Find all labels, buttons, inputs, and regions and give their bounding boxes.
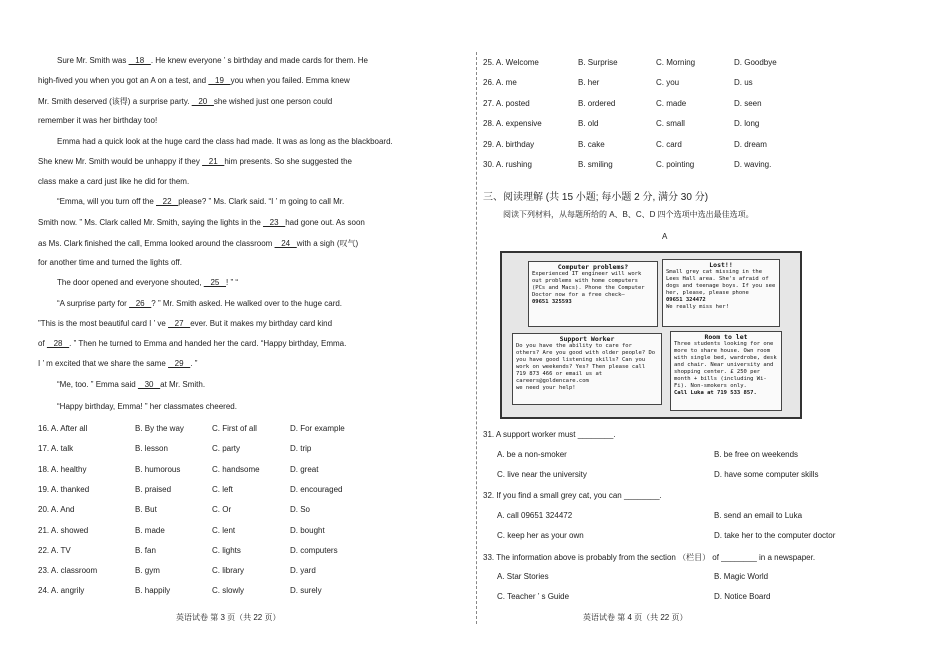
option-16-24: C. handsome (212, 464, 260, 474)
question-option: D. have some computer skills (714, 470, 819, 479)
page-footer-left: 英语试卷 第 3 页（共 22 页） (176, 613, 281, 622)
computer-ad (528, 261, 658, 327)
option-16-24: 21. A. showed (38, 525, 89, 535)
option-16-24: 24. A. angrily (38, 586, 85, 596)
option-16-24: D. great (290, 464, 319, 474)
passage-text: will you turn off the (87, 197, 157, 206)
passage-text: Ms. Clark called Mr. Smith, saying the lights in the (84, 218, 263, 227)
passage-text: Smith now. (38, 218, 80, 227)
question-31: 31. A support worker must ________. (483, 430, 616, 439)
passage-line (57, 197, 344, 206)
option-25-30: 28. A. expensive (483, 119, 542, 129)
question-32: 32. If you find a small grey cat, you can ________. (483, 491, 662, 500)
column-divider (476, 52, 477, 624)
instruction: 阅读下列材料，从每题所给的 A、B、C、D 四个选项中选出最佳选项。 (503, 210, 754, 219)
option-16-24: B. By the way (135, 424, 184, 433)
passage-line (38, 177, 189, 186)
room-to-let-title: Room to let (704, 333, 748, 341)
option-25-30: D. us (734, 78, 753, 88)
option-16-24: B. happily (135, 586, 171, 596)
option-25-30: C. Morning (656, 58, 696, 67)
passage-text: ve (157, 319, 168, 328)
passage-line (57, 299, 342, 308)
option-25-30: B. her (578, 78, 600, 88)
option-16-24: D. trip (290, 444, 312, 454)
option-16-24: D. encouraged (290, 484, 343, 494)
passage-line (38, 319, 332, 328)
passage-text: ”This is the most beautiful card I (38, 319, 154, 328)
blank-28: 28 (46, 339, 70, 348)
passage-text: ’ (275, 197, 280, 206)
passage-line (38, 238, 358, 249)
passage-line (38, 96, 332, 107)
passage-text: you when you failed. Emma knew (230, 76, 350, 85)
option-16-24: B. gym (135, 566, 160, 576)
passage-line (57, 278, 238, 287)
passage-text: for another time and turned the lights off. (38, 258, 182, 267)
passage-line (38, 339, 346, 348)
option-16-24: B. But (135, 505, 157, 515)
option-16-24: B. lesson (135, 444, 168, 454)
passage-text: ” (73, 339, 79, 348)
support-worker-ad (512, 333, 662, 405)
option-16-24: B. humorous (135, 464, 181, 474)
option-25-30: 27. A. posted (483, 98, 530, 108)
passage-text: a surprise party. (132, 97, 192, 106)
passage-text: ’ (153, 319, 158, 328)
option-16-24: 18. A. healthy (38, 464, 87, 474)
blank-20: 20 (191, 97, 214, 106)
option-25-30: C. made (656, 98, 687, 108)
option-16-24: C. lights (212, 545, 241, 555)
question-option: D. Notice Board (714, 592, 771, 601)
option-16-24: C. slowly (212, 586, 245, 596)
passage-text: ’ (223, 56, 228, 65)
passage-text: ” (208, 197, 214, 206)
question-option: B. Magic World (714, 572, 769, 581)
notice-board-image (500, 251, 802, 419)
option-25-30: D. dream (734, 139, 767, 149)
blank-21: 21 (202, 157, 225, 166)
blank-18: 18 (128, 56, 151, 65)
passage-text: (叹气) (336, 239, 359, 248)
passage-text: . (190, 359, 195, 368)
passage-text: Ms. Clark (213, 197, 250, 206)
option-16-24: D. yard (290, 566, 316, 576)
question-option: A. Star Stories (497, 572, 549, 581)
passage-text: ever. But it makes my birthday card kind (190, 319, 333, 328)
passage-text: him presents. So she suggested the (224, 157, 352, 166)
option-16-24: D. So (290, 505, 311, 515)
option-25-30: C. card (656, 139, 682, 149)
support-worker-tail: we need your help! (516, 385, 576, 391)
option-25-30: D. waving. (734, 160, 772, 169)
support-worker-title: Support Worker (559, 335, 615, 343)
option-25-30: D. long (734, 119, 760, 129)
computer-ad-phone: 09651 325593 (532, 299, 572, 305)
option-16-24: C. library (212, 566, 245, 576)
support-worker-body: Do you have the ability to care for others? Are you good with older people? Do you have good listening skills? Can you work on weekends? Yes? Then please call 719 873 466 or email us at careers@goldencare.com (516, 343, 656, 384)
option-25-30: 29. A. birthday (483, 139, 535, 149)
passage-text: ” (194, 359, 198, 368)
passage-line (57, 137, 393, 146)
option-16-24: 19. A. thanked (38, 484, 90, 494)
blank-23: 23 (262, 218, 286, 227)
passage-text: remember it was her birthday too! (38, 116, 158, 125)
option-25-30: B. smiling (578, 160, 613, 169)
passage-line (38, 157, 352, 166)
option-25-30: D. Goodbye (734, 58, 777, 67)
question-option: C. Teacher ’ s Guide (497, 592, 570, 601)
question-option: D. take her to the computer doctor (714, 531, 836, 540)
passage-text: ” (79, 218, 85, 227)
room-to-let-body: Three students looking for one more to share house. Own room with single bed, wardrobe, desk and chair. Near university and shopping center. £ 250 per month + bills (including Wi-Fi). Non-smokers only. (674, 341, 777, 389)
option-25-30: B. ordered (578, 98, 616, 108)
passage-text: high-fived you when you got an A on a test, and (38, 76, 209, 85)
option-25-30: C. pointing (656, 160, 695, 169)
room-to-let-phone: Call Luka at 719 533 857. (674, 390, 757, 396)
option-16-24: C. party (212, 444, 241, 454)
computer-ad-body: Experienced IT engineer will work out problems with home computers (PCs and Macs). Phone the Computer Doctor now for a free check— (532, 271, 645, 298)
page-footer-right: 英语试卷 第 4 页（共 22 页） (583, 613, 688, 622)
question-option: B. send an email to Luka (714, 511, 803, 520)
passage-text: . He knew everyone (150, 56, 224, 65)
blank-27: 27 (167, 319, 191, 328)
passage-text: m excited that we share the same (46, 359, 168, 368)
passage-text: said. (249, 197, 269, 206)
passage-line (38, 359, 197, 368)
option-16-24: 17. A. talk (38, 444, 74, 454)
passage-text: going to call Mr. (288, 197, 345, 206)
option-16-24: D. For example (290, 424, 345, 433)
passage-text: ? (151, 299, 158, 308)
passage-text: “A surprise party for (57, 299, 130, 308)
blank-26: 26 (129, 299, 152, 308)
passage-line (38, 76, 350, 85)
option-25-30: D. seen (734, 98, 762, 108)
lost-cat-ad (662, 259, 780, 327)
option-16-24: 23. A. classroom (38, 566, 98, 576)
passage-text: ” (144, 402, 150, 411)
passage-text: Emma had a quick look at the huge card the class had made. It was as long as the blackboard. (57, 137, 393, 146)
passage-text: Then he turned to Emma and handed her the card. (78, 339, 261, 348)
question-33: 33. The information above is probably from the section （栏目） of ________ in a newspaper. (483, 553, 816, 562)
blank-22: 22 (156, 197, 179, 206)
blank-24: 24 (274, 239, 297, 248)
question-option: B. be free on weekends (714, 450, 799, 459)
passage-text: please? (178, 197, 209, 206)
passage-text: of (38, 339, 47, 348)
question-option: A. be a non-smoker (497, 450, 567, 459)
blank-25: 25 (203, 278, 227, 287)
passage-text: she wished just one person could (213, 97, 333, 106)
passage-text: ” (90, 380, 96, 389)
option-16-24: C. First of all (212, 424, 257, 433)
passage-text: (该得) (109, 97, 133, 106)
option-16-24: C. left (212, 484, 233, 494)
question-option: C. keep her as your own (497, 531, 584, 540)
passage-label: A (662, 232, 668, 241)
option-25-30: C. you (656, 78, 680, 88)
option-16-24: C. Or (212, 505, 232, 515)
option-16-24: B. fan (135, 545, 156, 555)
passage-text: ” (230, 278, 236, 287)
option-16-24: 20. A. And (38, 505, 75, 515)
passage-text: “Happy birthday, Emma! (57, 402, 145, 411)
passage-text: “I (268, 197, 276, 206)
option-25-30: C. small (656, 119, 685, 129)
passage-line (38, 218, 365, 227)
option-25-30: B. old (578, 119, 599, 129)
passage-text: m (279, 197, 289, 206)
passage-text: Mr. Smith asked. He walked over to the huge card. (162, 299, 343, 308)
option-16-24: D. surely (290, 586, 322, 596)
passage-text: class make a card just like he did for them. (38, 177, 190, 186)
passage-text: ! (226, 278, 231, 287)
option-16-24: D. bought (290, 525, 325, 535)
passage-text: Mr. Smith deserved (38, 97, 110, 106)
option-25-30: 26. A. me (483, 78, 517, 88)
passage-text: “ (235, 278, 239, 287)
passage-line (38, 258, 182, 267)
option-25-30: B. cake (578, 139, 605, 149)
option-16-24: 22. A. TV (38, 545, 71, 555)
passage-text: I (38, 359, 43, 368)
passage-text: as Ms. Clark finished the call, Emma looked around the classroom (38, 239, 275, 248)
passage-text: She knew Mr. Smith would be unhappy if they (38, 157, 203, 166)
blank-30: 30 (137, 380, 161, 389)
question-option: C. live near the university (497, 470, 587, 479)
passage-text: Sure Mr. Smith was (57, 56, 129, 65)
passage-text: ’ (42, 359, 47, 368)
computer-ad-title: Computer problems? (557, 263, 629, 271)
passage-line (57, 402, 237, 411)
option-25-30: B. Surprise (578, 58, 618, 67)
option-16-24: D. computers (290, 545, 338, 555)
passage-text: “Me, too. (57, 380, 91, 389)
passage-text: with a sigh (296, 239, 337, 248)
question-option: A. call 09651 324472 (497, 511, 573, 520)
passage-text: at Mr. Smith. (160, 380, 206, 389)
option-16-24: C. lent (212, 525, 236, 535)
option-25-30: 30. A. rushing (483, 160, 532, 169)
room-to-let-ad (670, 331, 782, 411)
passage-text: her classmates cheered. (149, 402, 237, 411)
passage-text: had gone out. As soon (285, 218, 365, 227)
passage-text: “Happy birthday, Emma. (260, 339, 347, 348)
passage-text: Emma said (95, 380, 138, 389)
passage-line (57, 56, 368, 65)
passage-text: The door opened and everyone shouted, (57, 278, 204, 287)
lost-cat-body: Small grey cat missing in the Lees Hall area. She's afraid of dogs and teenage boys. If you see her, please, please phone (666, 269, 776, 296)
passage-text: ” (157, 299, 163, 308)
passage-text: . (69, 339, 74, 348)
blank-19: 19 (208, 76, 231, 85)
blank-29: 29 (168, 359, 191, 368)
option-16-24: B. made (135, 525, 165, 535)
lost-cat-tail: We really miss her! (666, 304, 729, 310)
lost-cat-phone: 09651 324472 (666, 297, 706, 303)
section-title: 三、阅读理解 (共 15 小题; 每小题 2 分, 满分 30 分) (483, 192, 709, 203)
option-16-24: 16. A. After all (38, 424, 88, 433)
lost-cat-title: Lost!! (709, 261, 733, 269)
passage-text: “Emma, (57, 197, 88, 206)
option-16-24: B. praised (135, 484, 172, 494)
option-25-30: 25. A. Welcome (483, 58, 539, 67)
passage-line (57, 380, 205, 389)
passage-line (38, 116, 157, 125)
passage-text: s birthday and made cards for them. He (227, 56, 368, 65)
